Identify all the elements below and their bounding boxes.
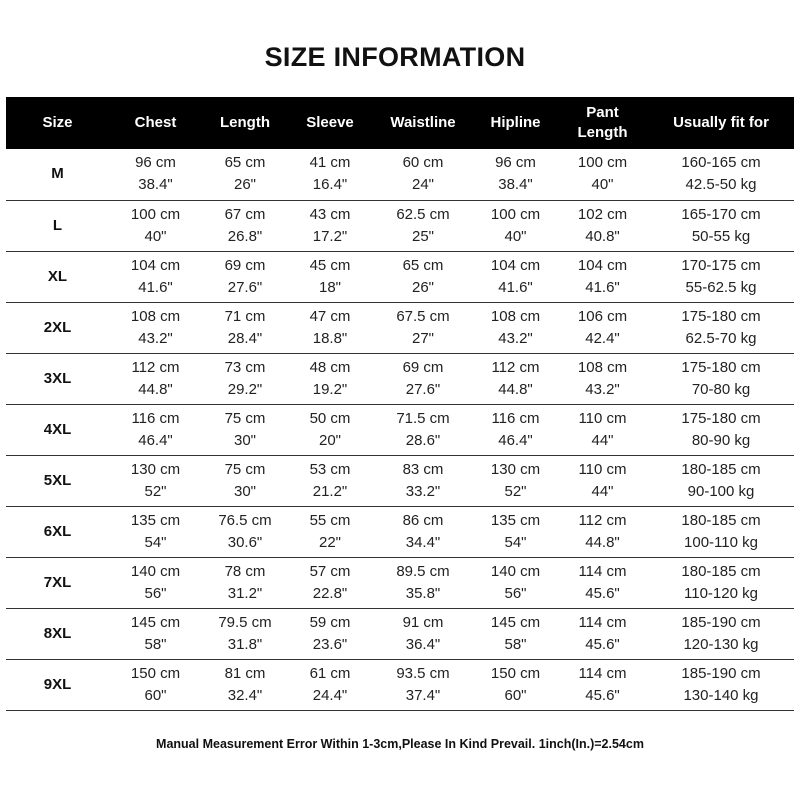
imperial-value: 42.5-50 kg bbox=[685, 176, 757, 194]
metric-value: 100 cm bbox=[130, 205, 181, 223]
cell-usually-fit-for bbox=[648, 200, 794, 251]
metric-value: 102 cm bbox=[577, 205, 628, 223]
cell-hipline bbox=[474, 353, 557, 404]
cell-waistline bbox=[372, 659, 474, 710]
imperial-value: 17.2" bbox=[312, 227, 348, 245]
cell-waistline bbox=[372, 302, 474, 353]
metric-value: 41 cm bbox=[309, 154, 351, 172]
metric-value: 79.5 cm bbox=[218, 613, 272, 631]
metric-value: 89.5 cm bbox=[396, 562, 450, 580]
metric-value: 73 cm bbox=[224, 358, 266, 376]
cell-chest bbox=[109, 302, 202, 353]
metric-value: 100 cm bbox=[490, 205, 541, 223]
metric-value: 145 cm bbox=[130, 613, 181, 631]
cell-pant-length bbox=[557, 200, 648, 251]
metric-value: 130 cm bbox=[490, 460, 541, 478]
cell-chest bbox=[109, 353, 202, 404]
header-label: Chest bbox=[134, 114, 177, 131]
imperial-value: 44" bbox=[591, 431, 614, 449]
cell-sleeve bbox=[288, 149, 372, 200]
cell-usually-fit-for bbox=[648, 455, 794, 506]
cell-length bbox=[202, 608, 288, 659]
imperial-value: 34.4" bbox=[405, 533, 441, 551]
metric-value: 160-165 cm bbox=[681, 154, 761, 172]
metric-value: 150 cm bbox=[490, 664, 541, 682]
imperial-value: 44" bbox=[591, 482, 614, 500]
metric-value: 43 cm bbox=[309, 205, 351, 223]
size-label: 7XL bbox=[43, 573, 72, 591]
header-sleeve bbox=[288, 97, 372, 149]
metric-value: 112 cm bbox=[491, 358, 540, 376]
imperial-value: 21.2" bbox=[312, 482, 348, 500]
imperial-value: 28.4" bbox=[227, 329, 263, 347]
table-row bbox=[6, 506, 794, 557]
cell-sleeve bbox=[288, 608, 372, 659]
cell-pant-length bbox=[557, 455, 648, 506]
metric-value: 104 cm bbox=[130, 256, 181, 274]
metric-value: 62.5 cm bbox=[396, 205, 450, 223]
cell-waistline bbox=[372, 455, 474, 506]
size-label: 3XL bbox=[43, 369, 72, 387]
metric-value: 65 cm bbox=[224, 154, 266, 172]
metric-value: 110 cm bbox=[578, 460, 627, 478]
imperial-value: 54" bbox=[504, 533, 527, 551]
metric-value: 78 cm bbox=[224, 562, 266, 580]
imperial-value: 41.6" bbox=[498, 278, 533, 296]
header-hipline bbox=[474, 97, 557, 149]
metric-value: 135 cm bbox=[490, 511, 541, 529]
cell-sleeve bbox=[288, 200, 372, 251]
size-label: 2XL bbox=[43, 318, 72, 336]
metric-value: 116 cm bbox=[491, 409, 540, 427]
table-header bbox=[6, 97, 794, 149]
cell-length bbox=[202, 557, 288, 608]
cell-hipline bbox=[474, 200, 557, 251]
imperial-value: 16.4" bbox=[312, 176, 348, 194]
cell-pant-length bbox=[557, 353, 648, 404]
header-label: Sleeve bbox=[306, 114, 354, 131]
cell-length bbox=[202, 659, 288, 710]
cell-waistline bbox=[372, 149, 474, 200]
table-body bbox=[6, 149, 794, 710]
cell-chest bbox=[109, 251, 202, 302]
imperial-value: 20" bbox=[318, 431, 341, 449]
cell-sleeve bbox=[288, 506, 372, 557]
metric-value: 112 cm bbox=[131, 358, 180, 376]
imperial-value: 50-55 kg bbox=[691, 227, 751, 245]
metric-value: 57 cm bbox=[309, 562, 351, 580]
cell-waistline bbox=[372, 251, 474, 302]
cell-hipline bbox=[474, 506, 557, 557]
cell-length bbox=[202, 149, 288, 200]
metric-value: 104 cm bbox=[490, 256, 541, 274]
imperial-value: 19.2" bbox=[312, 380, 348, 398]
imperial-value: 40" bbox=[591, 176, 614, 194]
imperial-value: 18" bbox=[318, 278, 341, 296]
cell-usually-fit-for bbox=[648, 149, 794, 200]
metric-value: 86 cm bbox=[402, 511, 444, 529]
imperial-value: 56" bbox=[504, 584, 527, 602]
imperial-value: 60" bbox=[144, 686, 167, 704]
metric-value: 140 cm bbox=[490, 562, 541, 580]
metric-value: 53 cm bbox=[309, 460, 351, 478]
cell-sleeve bbox=[288, 251, 372, 302]
metric-value: 180-185 cm bbox=[681, 511, 761, 529]
cell-chest bbox=[109, 608, 202, 659]
size-label: 4XL bbox=[43, 420, 72, 438]
imperial-value: 60" bbox=[504, 686, 527, 704]
cell-chest bbox=[109, 659, 202, 710]
cell-chest bbox=[109, 506, 202, 557]
imperial-value: 40" bbox=[144, 227, 167, 245]
metric-value: 83 cm bbox=[402, 460, 444, 478]
metric-value: 48 cm bbox=[309, 358, 351, 376]
metric-value: 108 cm bbox=[130, 307, 181, 325]
header-size bbox=[6, 97, 109, 149]
metric-value: 130 cm bbox=[130, 460, 181, 478]
measurement-note: Manual Measurement Error Within 1-3cm,Please In Kind Prevail. 1inch(In.)=2.54cm bbox=[156, 737, 644, 751]
metric-value: 170-175 cm bbox=[681, 256, 761, 274]
metric-value: 110 cm bbox=[578, 409, 627, 427]
cell-pant-length bbox=[557, 506, 648, 557]
cell-length bbox=[202, 353, 288, 404]
header-row bbox=[6, 97, 794, 149]
imperial-value: 41.6" bbox=[138, 278, 173, 296]
imperial-value: 27.6" bbox=[405, 380, 441, 398]
page-title: SIZE INFORMATION bbox=[264, 42, 526, 72]
imperial-value: 46.4" bbox=[498, 431, 533, 449]
metric-value: 175-180 cm bbox=[681, 409, 761, 427]
metric-value: 71.5 cm bbox=[396, 409, 450, 427]
table-row bbox=[6, 200, 794, 251]
cell-chest bbox=[109, 200, 202, 251]
imperial-value: 45.6" bbox=[585, 686, 620, 704]
metric-value: 96 cm bbox=[135, 154, 176, 172]
imperial-value: 54" bbox=[144, 533, 167, 551]
cell-waistline bbox=[372, 200, 474, 251]
cell-pant-length bbox=[557, 659, 648, 710]
metric-value: 114 cm bbox=[578, 664, 627, 682]
imperial-value: 26.8" bbox=[227, 227, 263, 245]
cell-sleeve bbox=[288, 404, 372, 455]
imperial-value: 100-110 kg bbox=[684, 533, 758, 551]
cell-pant-length bbox=[557, 251, 648, 302]
imperial-value: 55-62.5 kg bbox=[685, 278, 757, 296]
cell-pant-length bbox=[557, 302, 648, 353]
imperial-value: 32.4" bbox=[227, 686, 263, 704]
cell-waistline bbox=[372, 608, 474, 659]
metric-value: 75 cm bbox=[224, 409, 266, 427]
metric-value: 114 cm bbox=[578, 562, 627, 580]
metric-value: 93.5 cm bbox=[396, 664, 450, 682]
metric-value: 81 cm bbox=[224, 664, 266, 682]
cell-usually-fit-for bbox=[648, 302, 794, 353]
header-label: Size bbox=[42, 114, 73, 131]
imperial-value: 70-80 kg bbox=[691, 380, 751, 398]
cell-length bbox=[202, 251, 288, 302]
cell-hipline bbox=[474, 455, 557, 506]
imperial-value: 29.2" bbox=[227, 380, 263, 398]
cell-length bbox=[202, 506, 288, 557]
imperial-value: 62.5-70 kg bbox=[685, 329, 757, 347]
metric-value: 145 cm bbox=[490, 613, 541, 631]
size-label: 6XL bbox=[43, 522, 72, 540]
cell-waistline bbox=[372, 404, 474, 455]
imperial-value: 45.6" bbox=[585, 584, 620, 602]
imperial-value: 43.2" bbox=[498, 329, 533, 347]
imperial-value: 27" bbox=[411, 329, 434, 347]
imperial-value: 45.6" bbox=[585, 635, 620, 653]
cell-chest bbox=[109, 404, 202, 455]
header-label: Waistline bbox=[390, 114, 456, 131]
metric-value: 59 cm bbox=[309, 613, 351, 631]
cell-waistline bbox=[372, 557, 474, 608]
imperial-value: 37.4" bbox=[405, 686, 441, 704]
cell-hipline bbox=[474, 659, 557, 710]
metric-value: 45 cm bbox=[309, 256, 351, 274]
imperial-value: 31.8" bbox=[227, 635, 263, 653]
imperial-value: 58" bbox=[144, 635, 167, 653]
imperial-value: 41.6" bbox=[585, 278, 620, 296]
imperial-value: 44.8" bbox=[138, 380, 173, 398]
imperial-value: 40.8" bbox=[585, 227, 620, 245]
imperial-value: 28.6" bbox=[405, 431, 441, 449]
imperial-value: 58" bbox=[504, 635, 527, 653]
cell-sleeve bbox=[288, 353, 372, 404]
table-row bbox=[6, 353, 794, 404]
cell-usually-fit-for bbox=[648, 557, 794, 608]
imperial-value: 36.4" bbox=[405, 635, 441, 653]
size-chart-table bbox=[6, 97, 794, 711]
imperial-value: 22.8" bbox=[312, 584, 348, 602]
imperial-value: 23.6" bbox=[312, 635, 348, 653]
imperial-value: 130-140 kg bbox=[683, 686, 759, 704]
header-pant-length bbox=[557, 97, 648, 149]
metric-value: 116 cm bbox=[131, 409, 180, 427]
size-label: 5XL bbox=[43, 471, 72, 489]
header-usually-fit-for bbox=[648, 97, 794, 149]
table-row bbox=[6, 557, 794, 608]
imperial-value: 40" bbox=[504, 227, 527, 245]
metric-value: 185-190 cm bbox=[681, 613, 761, 631]
cell-pant-length bbox=[557, 608, 648, 659]
cell-hipline bbox=[474, 608, 557, 659]
imperial-value: 25" bbox=[411, 227, 434, 245]
cell-chest bbox=[109, 455, 202, 506]
imperial-value: 44.8" bbox=[498, 380, 533, 398]
metric-value: 71 cm bbox=[224, 307, 266, 325]
imperial-value: 30.6" bbox=[227, 533, 263, 551]
header-label: Hipline bbox=[490, 114, 541, 131]
header-label: Usually fit for bbox=[673, 114, 769, 131]
imperial-value: 80-90 kg bbox=[691, 431, 751, 449]
metric-value: 106 cm bbox=[577, 307, 628, 325]
header-length bbox=[202, 97, 288, 149]
imperial-value: 22" bbox=[318, 533, 341, 551]
table-row bbox=[6, 251, 794, 302]
imperial-value: 56" bbox=[144, 584, 167, 602]
cell-length bbox=[202, 302, 288, 353]
imperial-value: 24.4" bbox=[312, 686, 348, 704]
cell-length bbox=[202, 200, 288, 251]
metric-value: 76.5 cm bbox=[218, 511, 272, 529]
imperial-value: 18.8" bbox=[312, 329, 348, 347]
metric-value: 180-185 cm bbox=[681, 460, 761, 478]
cell-pant-length bbox=[557, 404, 648, 455]
size-label: 8XL bbox=[43, 624, 72, 642]
metric-value: 67.5 cm bbox=[396, 307, 450, 325]
imperial-value: 35.8" bbox=[405, 584, 441, 602]
imperial-value: 30" bbox=[233, 431, 256, 449]
metric-value: 175-180 cm bbox=[681, 307, 761, 325]
metric-value: 180-185 cm bbox=[681, 562, 761, 580]
imperial-value: 90-100 kg bbox=[687, 482, 755, 500]
metric-value: 96 cm bbox=[495, 154, 536, 172]
metric-value: 108 cm bbox=[490, 307, 541, 325]
cell-hipline bbox=[474, 404, 557, 455]
imperial-value: 38.4" bbox=[498, 176, 533, 194]
metric-value: 69 cm bbox=[402, 358, 444, 376]
metric-value: 67 cm bbox=[224, 205, 266, 223]
cell-hipline bbox=[474, 251, 557, 302]
cell-pant-length bbox=[557, 149, 648, 200]
metric-value: 108 cm bbox=[577, 358, 628, 376]
imperial-value: 44.8" bbox=[585, 533, 620, 551]
cell-hipline bbox=[474, 557, 557, 608]
metric-value: 112 cm bbox=[578, 511, 627, 529]
table-row bbox=[6, 659, 794, 710]
imperial-value: 42.4" bbox=[585, 329, 620, 347]
imperial-value: 38.4" bbox=[138, 176, 173, 194]
cell-hipline bbox=[474, 149, 557, 200]
imperial-value: 52" bbox=[144, 482, 167, 500]
imperial-value: 31.2" bbox=[227, 584, 263, 602]
header-label: Length bbox=[220, 114, 270, 131]
table-row bbox=[6, 608, 794, 659]
cell-sleeve bbox=[288, 659, 372, 710]
cell-chest bbox=[109, 557, 202, 608]
metric-value: 65 cm bbox=[402, 256, 444, 274]
metric-value: 165-170 cm bbox=[681, 205, 761, 223]
metric-value: 60 cm bbox=[402, 154, 444, 172]
header-label: Length bbox=[577, 124, 628, 141]
imperial-value: 52" bbox=[504, 482, 527, 500]
imperial-value: 26" bbox=[411, 278, 434, 296]
imperial-value: 24" bbox=[411, 176, 434, 194]
metric-value: 114 cm bbox=[578, 613, 627, 631]
cell-chest bbox=[109, 149, 202, 200]
header-chest bbox=[109, 97, 202, 149]
metric-value: 91 cm bbox=[402, 613, 444, 631]
metric-value: 185-190 cm bbox=[681, 664, 761, 682]
cell-sleeve bbox=[288, 302, 372, 353]
cell-usually-fit-for bbox=[648, 608, 794, 659]
cell-usually-fit-for bbox=[648, 404, 794, 455]
table-row bbox=[6, 149, 794, 200]
cell-sleeve bbox=[288, 455, 372, 506]
imperial-value: 46.4" bbox=[138, 431, 173, 449]
cell-waistline bbox=[372, 506, 474, 557]
imperial-value: 110-120 kg bbox=[684, 584, 758, 602]
size-label: L bbox=[52, 216, 63, 234]
metric-value: 61 cm bbox=[309, 664, 351, 682]
cell-usually-fit-for bbox=[648, 251, 794, 302]
imperial-value: 33.2" bbox=[405, 482, 441, 500]
imperial-value: 26" bbox=[233, 176, 256, 194]
metric-value: 100 cm bbox=[577, 154, 628, 172]
header-waistline bbox=[372, 97, 474, 149]
cell-length bbox=[202, 404, 288, 455]
imperial-value: 43.2" bbox=[138, 329, 173, 347]
imperial-value: 120-130 kg bbox=[683, 635, 759, 653]
metric-value: 47 cm bbox=[309, 307, 351, 325]
cell-length bbox=[202, 455, 288, 506]
size-label: XL bbox=[47, 267, 68, 285]
metric-value: 104 cm bbox=[577, 256, 628, 274]
metric-value: 150 cm bbox=[130, 664, 181, 682]
imperial-value: 43.2" bbox=[585, 380, 620, 398]
metric-value: 140 cm bbox=[130, 562, 181, 580]
imperial-value: 30" bbox=[233, 482, 256, 500]
metric-value: 135 cm bbox=[130, 511, 181, 529]
header-label: Pant bbox=[586, 104, 619, 121]
table-row bbox=[6, 404, 794, 455]
metric-value: 175-180 cm bbox=[681, 358, 761, 376]
cell-usually-fit-for bbox=[648, 353, 794, 404]
size-label: 9XL bbox=[43, 675, 72, 693]
cell-usually-fit-for bbox=[648, 659, 794, 710]
cell-waistline bbox=[372, 353, 474, 404]
cell-hipline bbox=[474, 302, 557, 353]
cell-pant-length bbox=[557, 557, 648, 608]
cell-sleeve bbox=[288, 557, 372, 608]
metric-value: 50 cm bbox=[309, 409, 351, 427]
metric-value: 69 cm bbox=[224, 256, 266, 274]
metric-value: 55 cm bbox=[309, 511, 351, 529]
metric-value: 75 cm bbox=[224, 460, 266, 478]
cell-usually-fit-for bbox=[648, 506, 794, 557]
table-row bbox=[6, 455, 794, 506]
table-row bbox=[6, 302, 794, 353]
size-label: M bbox=[51, 165, 64, 183]
imperial-value: 27.6" bbox=[227, 278, 263, 296]
